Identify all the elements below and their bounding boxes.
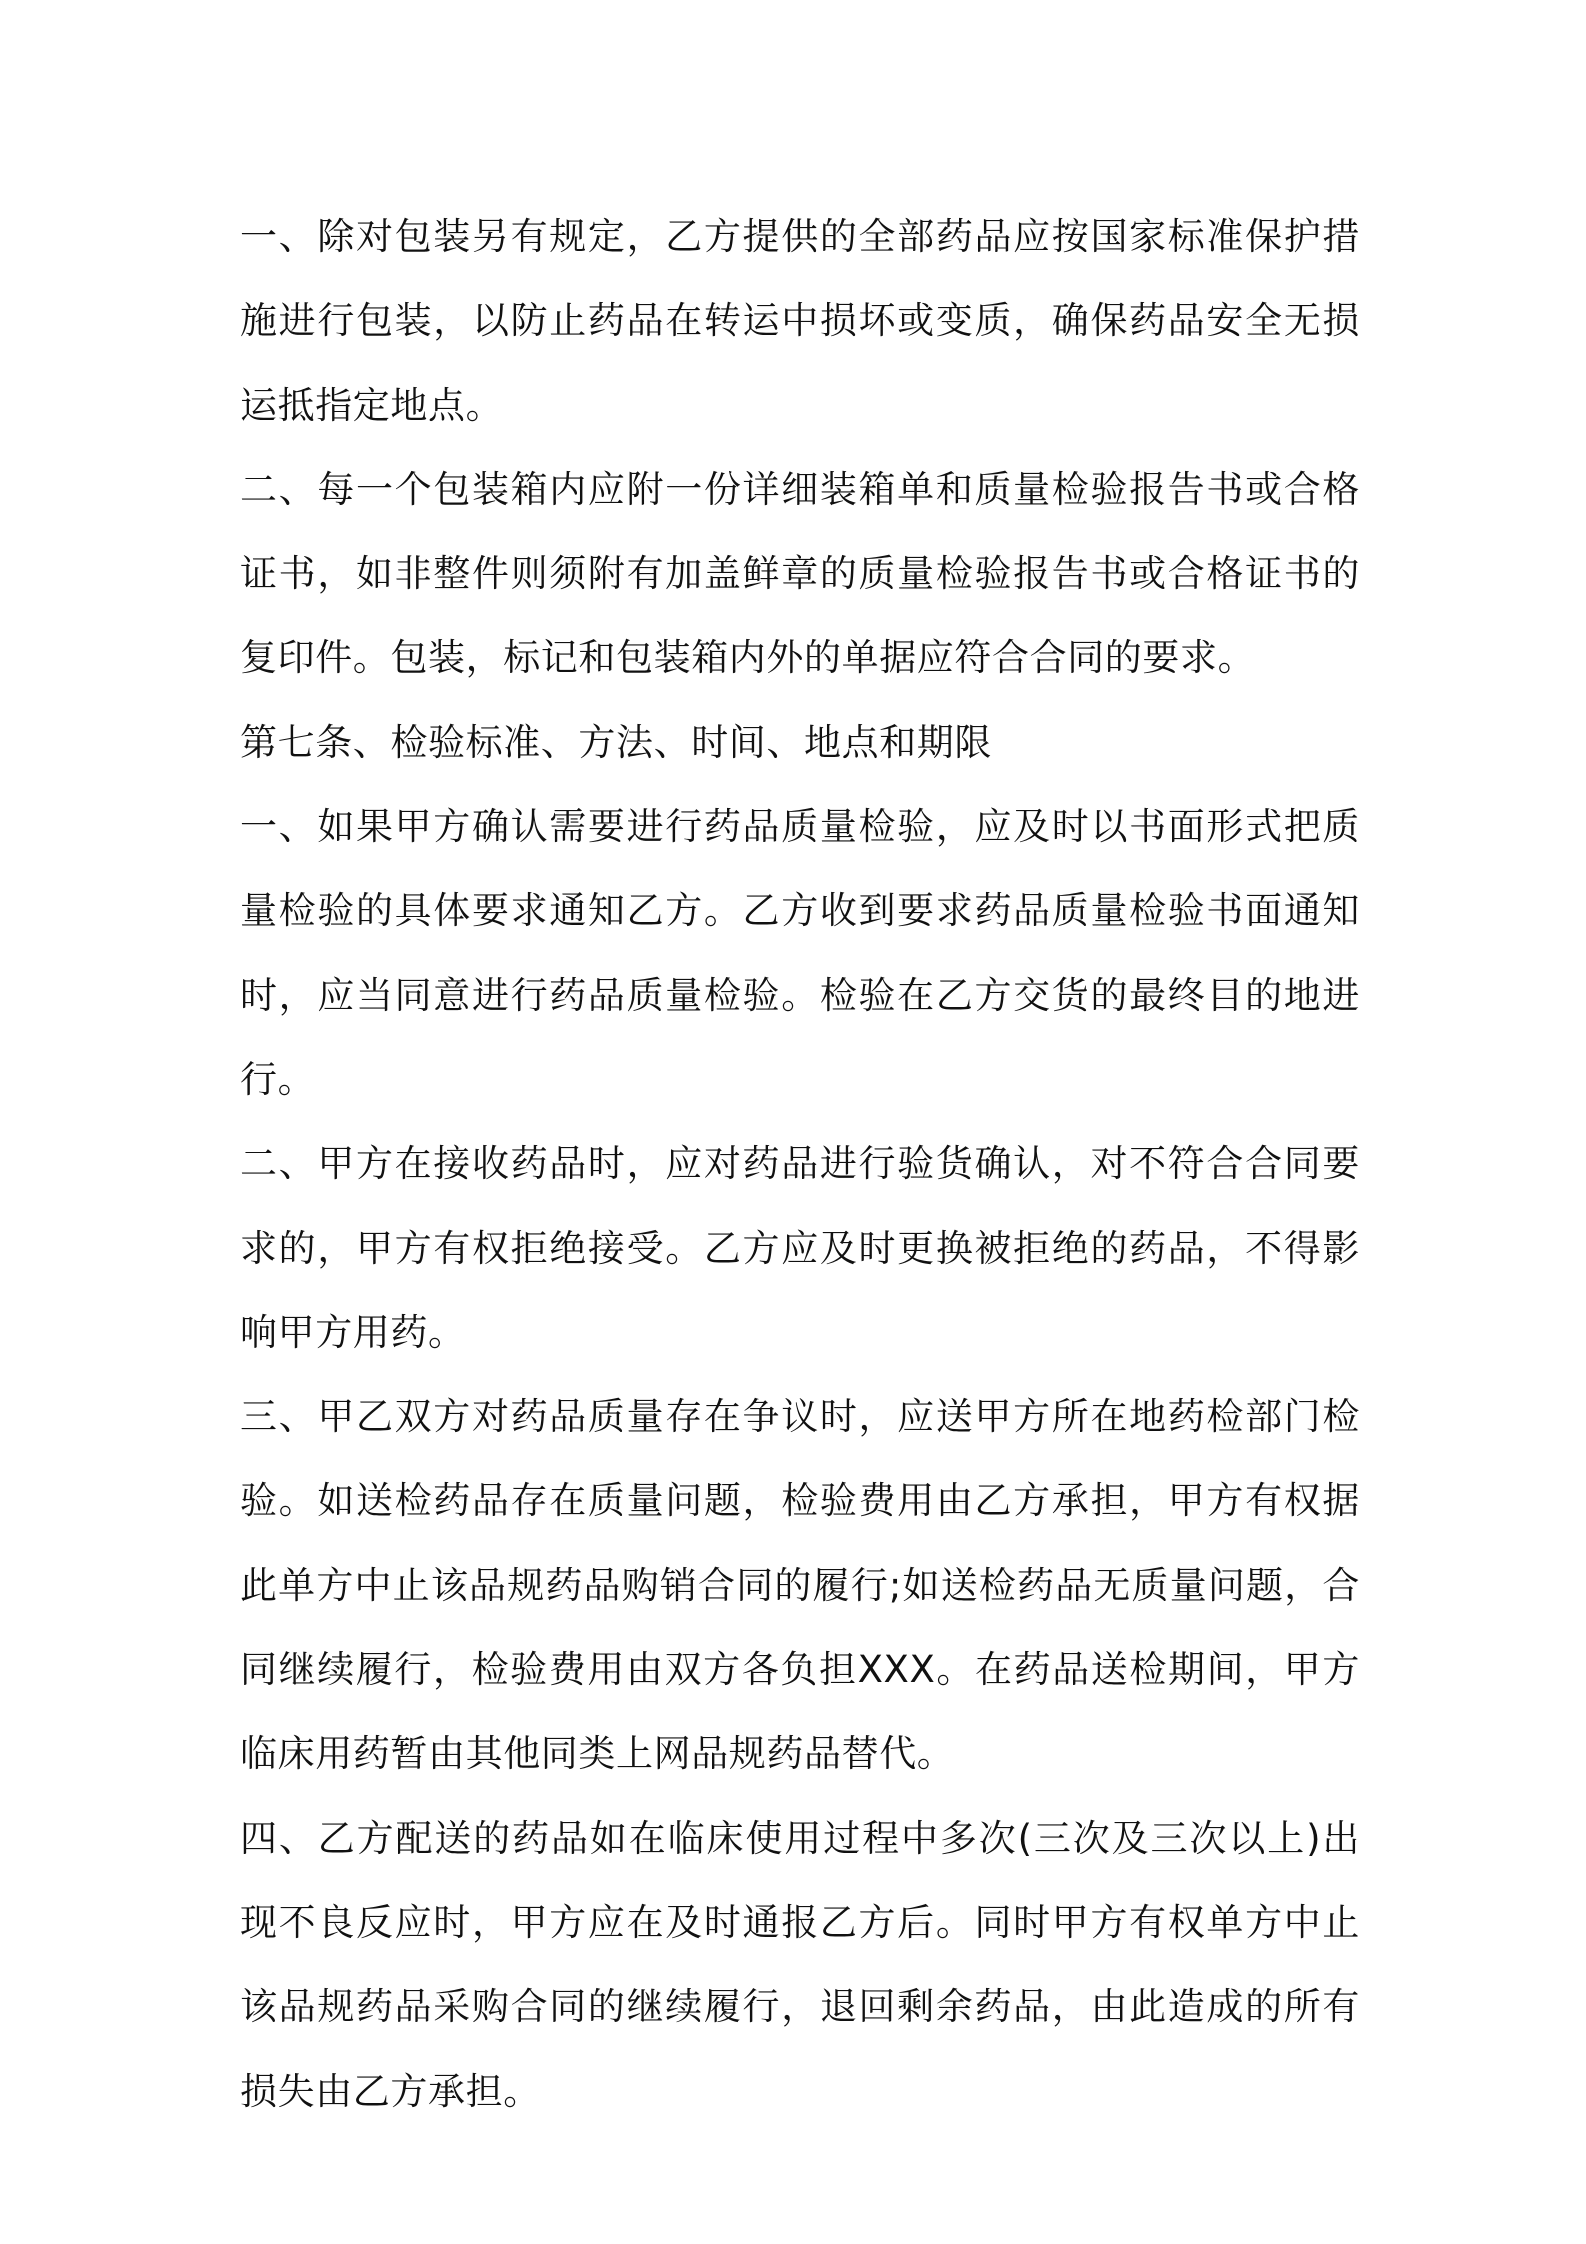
paragraph-acceptance-check: 二、甲方在接收药品时，应对药品进行验货确认，对不符合合同要求的，甲方有权拒绝接受。乙方应及时更换被拒绝的药品，不得影响甲方用药。 — [240, 1142, 1360, 1354]
paragraph-packing-list: 二、每一个包装箱内应附一份详细装箱单和质量检验报告书或合格证书，如非整件则须附有加盖鲜章的质量检验报告书或合格证书的复印件。包装，标记和包装箱内外的单据应符合合同的要求。 — [240, 467, 1360, 680]
paragraph-quality-dispute: 三、甲乙双方对药品质量存在争议时，应送甲方所在地药检部门检验。如送检药品存在质量问题，检验费用由乙方承担，甲方有权据此单方中止该品规药品购销合同的履行;如送检药品无质量问题，合同继续履行，检验费用由双方各负担XXX。在药品送检期间，甲方临床用药暂由其他同类上网品规药品替代。 — [240, 1395, 1360, 1776]
document-body — [240, 195, 1360, 2134]
article-7-heading: 第七条、检验标准、方法、时间、地点和期限 — [240, 720, 992, 764]
paragraph-packaging-standard: 一、除对包装另有规定，乙方提供的全部药品应按国家标准保护措施进行包装，以防止药品在转运中损坏或变质，确保药品安全无损运抵指定地点。 — [240, 215, 1360, 427]
paragraph-inspection-request: 一、如果甲方确认需要进行药品质量检验，应及时以书面形式把质量检验的具体要求通知乙方。乙方收到要求药品质量检验书面通知时，应当同意进行药品质量检验。检验在乙方交货的最终目的地进行。 — [240, 805, 1360, 1101]
paragraph-adverse-reaction: 四、乙方配送的药品如在临床使用过程中多次(三次及三次以上)出现不良反应时，甲方应在及时通报乙方后。同时甲方有权单方中止该品规药品采购合同的继续履行，退回剩余药品，由此造成的所有损失由乙方承担。 — [240, 1816, 1360, 2113]
